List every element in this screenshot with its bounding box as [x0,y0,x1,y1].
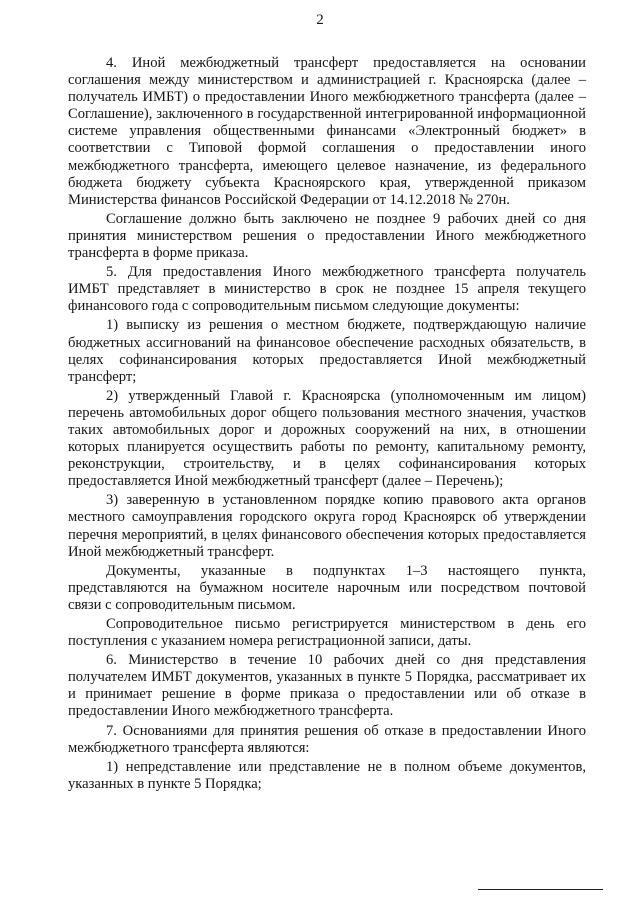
page-number: 2 [316,12,324,28]
paragraph-6-review: 6. Министерство в течение 10 рабочих дней со дня представления получателем ИМБТ документов, указанных в пункте 5 Порядка, рассматривает их и принимает решение в форме приказа о предоставлении или об отказе в предоставлении Иного межбюджетного трансферта. [68,652,586,720]
document-body [68,55,586,793]
list-item-budget-extract: 1) выписку из решения о местном бюджете, подтверждающую наличие бюджетных ассигнований на финансовое обеспечение расходных обязательств, в целях софинансирования которых предоставляется Иной межбюджетный трансферт; [68,317,586,385]
list-item-roads-list: 2) утвержденный Главой г. Красноярска (уполномоченным им лицом) перечень автомобильных дорог общего пользования местного значения, участков таких автомобильных дорог и дорожных сооружений на них, в отношении которых планируется осуществить работы по ремонту, капитальному ремонту, реконструкции, строительству, и в целях софинансирования которых предоставляется Иной межбюджетный трансферт (далее – Перечень); [68,387,586,490]
paragraph-cover-letter-registration: Сопроводительное письмо регистрируется министерством в день его поступления с указанием номера регистрационной записи, даты. [68,616,586,650]
list-item-refusal-incomplete-docs: 1) непредставление или представление не в полном объеме документов, указанных в пункте 5 Порядка; [68,758,586,792]
footer-divider [478,889,603,890]
paragraph-documents-submission: Документы, указанные в подпунктах 1–3 настоящего пункта, представляются на бумажном носителе нарочным или посредством почтовой связи с сопроводительным письмом. [68,562,586,613]
list-item-legal-act-copy: 3) заверенную в установленном порядке копию правового акта органов местного самоуправления городского округа город Красноярск об утверждении перечня мероприятий, в целях финансового обеспечения которых предоставляется Иной межбюджетный трансферт. [68,492,586,560]
paragraph-agreement-deadline: Соглашение должно быть заключено не позднее 9 рабочих дней со дня принятия министерством решения о предоставлении Иного межбюджетного трансферта в форме приказа. [68,210,586,262]
paragraph-4-agreement: 4. Иной межбюджетный трансферт предоставляется на основании соглашения между министерством и администрацией г. Красноярска (далее – получатель ИМБТ) о предоставлении Иного межбюджетного трансферта (далее – Соглашение), заключенного в государственной интегрированной информационной системе управления общественными финансами «Электронный бюджет» в соответствии с Типовой формой соглашения о предоставлении иного межбюджетного трансферта, имеющего целевое назначение, из федерального бюджета бюджету субъекта Красноярского края, утвержденной приказом Министерства финансов Российской Федерации от 14.12.2018 № 270н. [68,55,586,208]
paragraph-7-refusal-grounds: 7. Основаниями для принятия решения об отказе в предоставлении Иного межбюджетного трансферта являются: [68,722,586,756]
paragraph-5-documents: 5. Для предоставления Иного межбюджетного трансферта получатель ИМБТ представляет в министерство в срок не позднее 15 апреля текущего финансового года с сопроводительным письмом следующие документы: [68,264,586,315]
